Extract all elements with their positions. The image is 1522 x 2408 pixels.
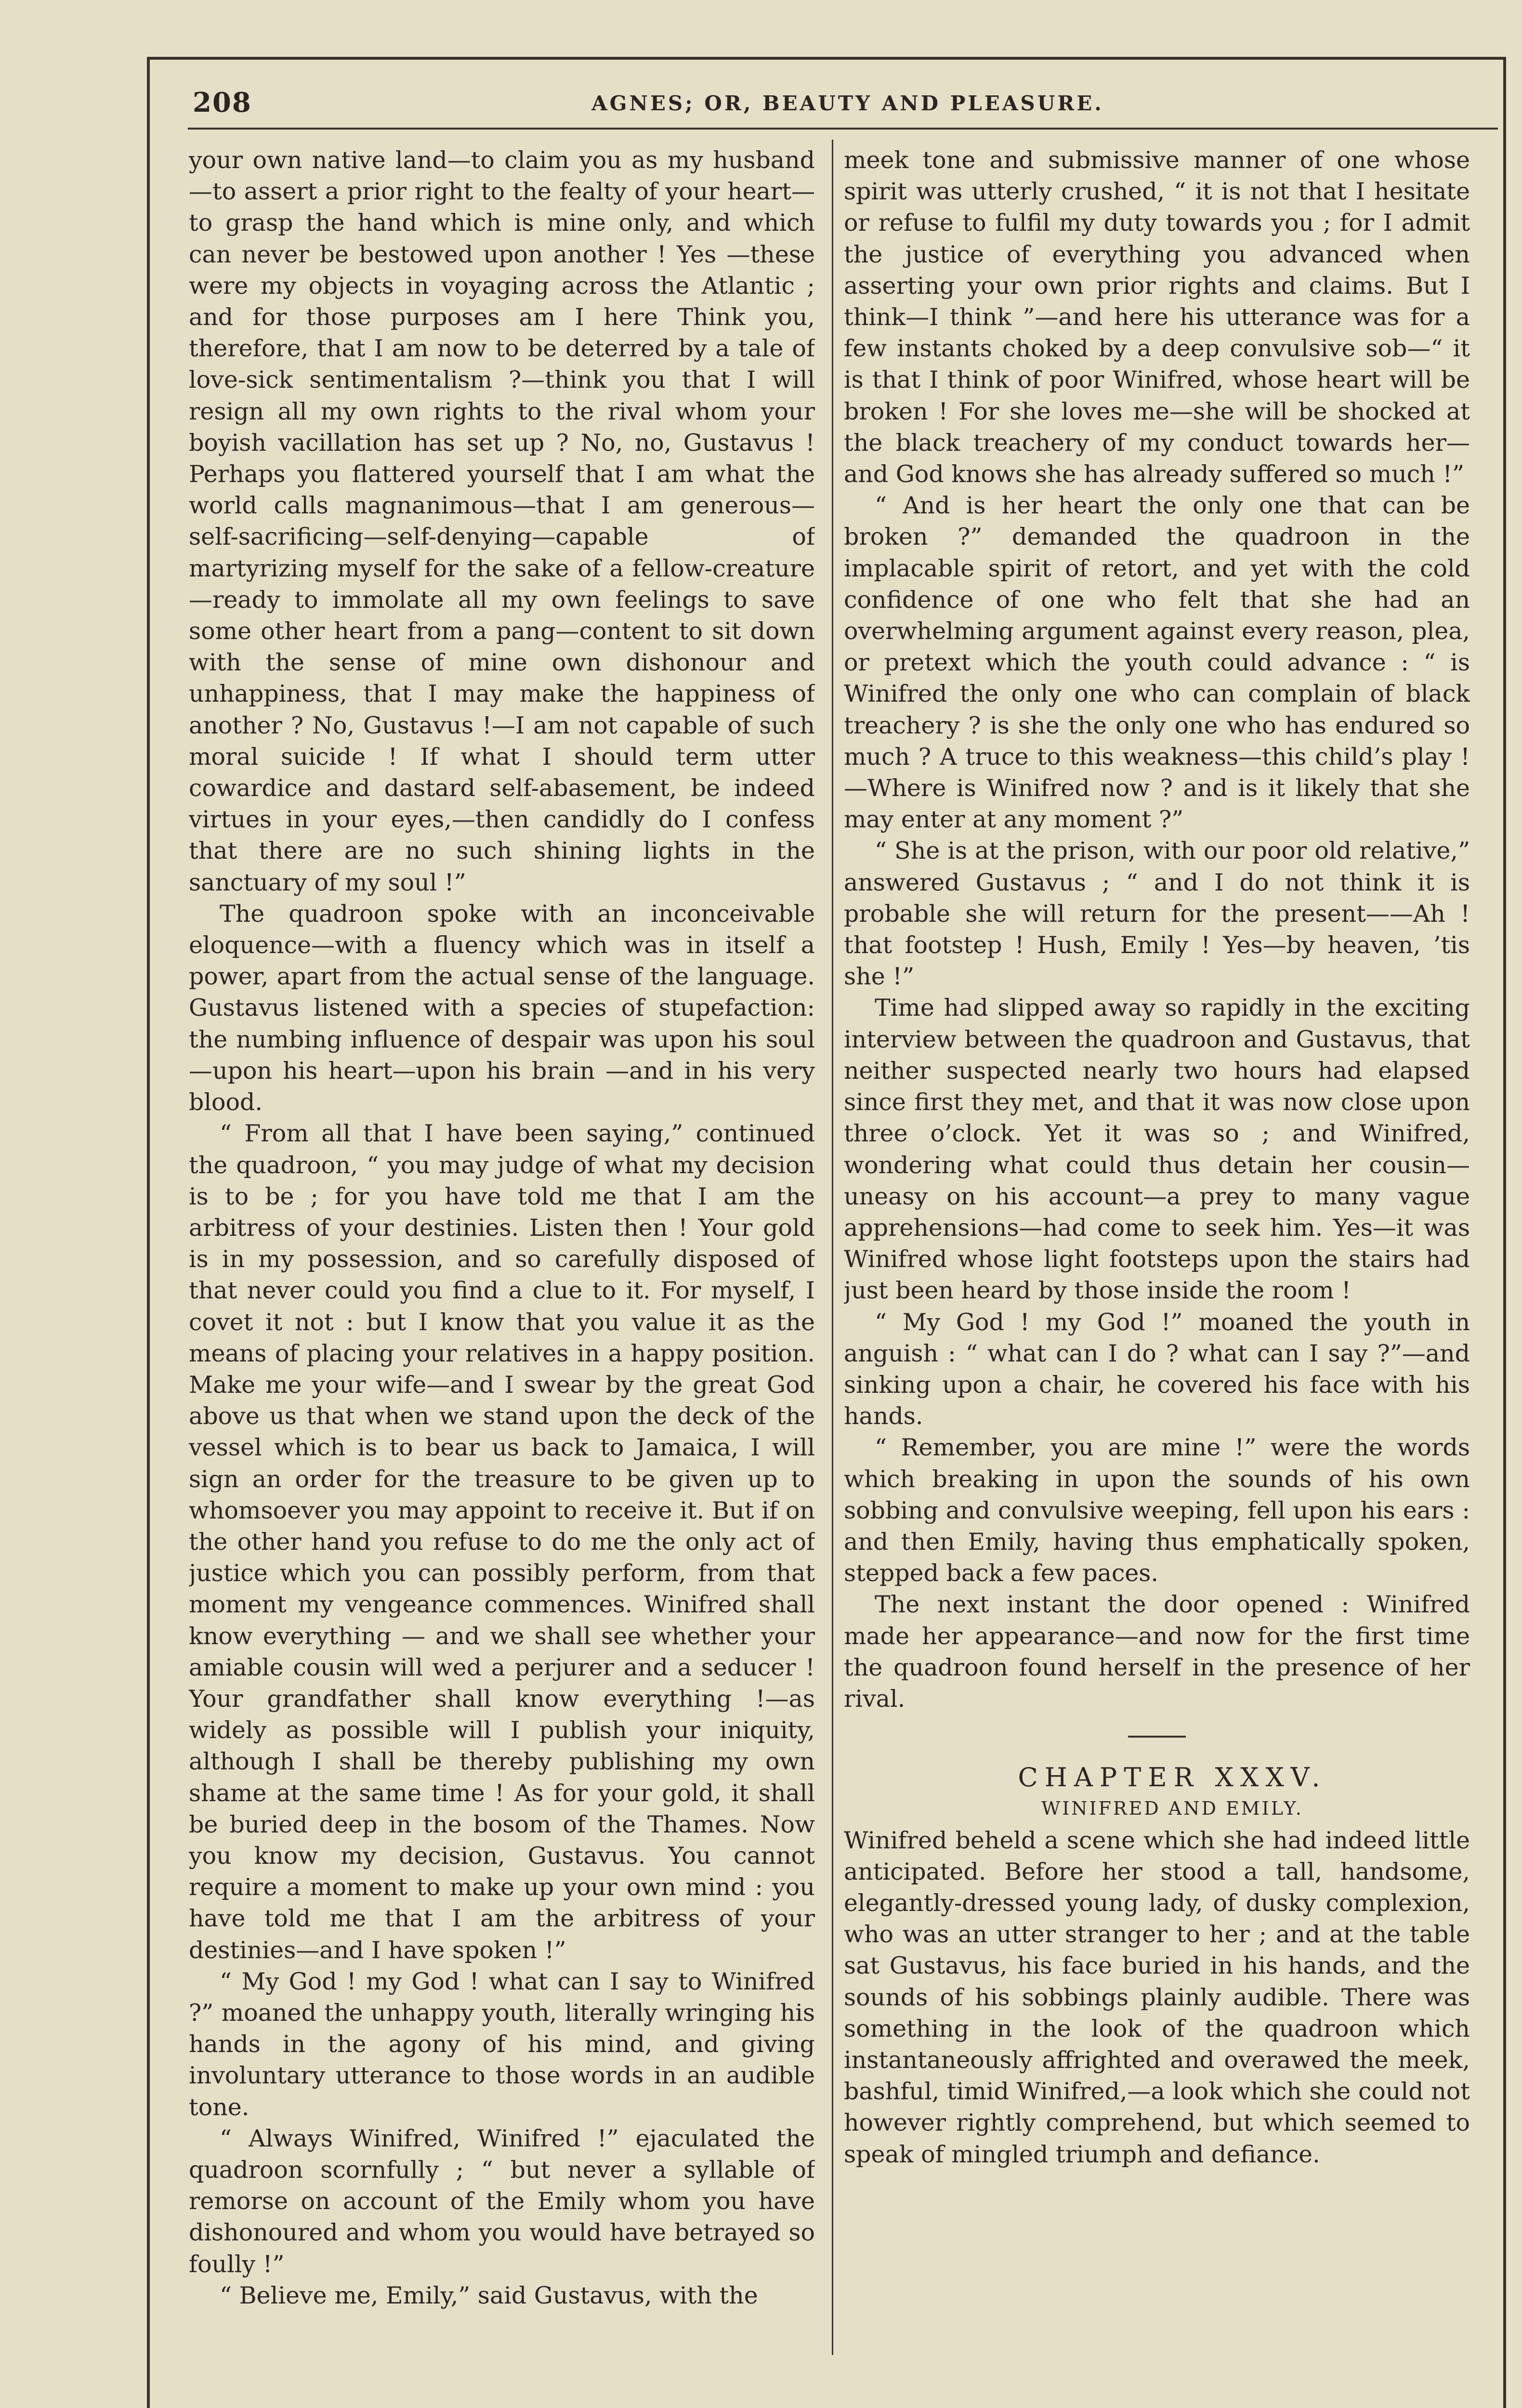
chapter-subtitle: WINIFRED AND EMILY. [1041,1798,1303,1819]
running-head: AGNES; OR, BEAUTY AND PLEASURE. [591,92,1104,115]
page-header [193,87,1503,130]
paragraph: “ From all that I have been saying,” continued the quadroon, “ you may judge of what my decision is to be ; for you have told me that I am the arbitress of your destinies. Listen then ! Your gold is in my possession, and so carefully disposed of that never could you find a clue to it. For myself, I covet it not : but I know that you value it as the means of placing your relatives in a happy position. Make me your wife—and I swear by the great God above us that when we stand upon the deck of the vessel which is to bear us back to Jamaica, I will sign an order for the treasure to be given up to whomsoever you may appoint to receive it. But if on the other hand you refuse to do me the only act of justice which you can possibly perform, from that moment my vengeance commences. Winifred shall know everything — and we shall see whether your amiable cousin will wed a perjurer and a seducer ! Your grandfather shall know everything !—as widely as possible will I publish your iniquity, although I shall be thereby publishing my own shame at the same time ! As for your gold, it shall be buried deep in the bosom of the Thames. Now you know my decision, Gustavus. You cannot require a moment to make up your own mind : you have told me that I am the arbitress of your destinies—and I have spoken !” [189,1120,815,1964]
page-number: 208 [193,87,252,118]
paragraph: Time had slipped away so rapidly in the exciting interview between the quadroon and Gustavus, that neither suspected nearly two hours had elapsed since first they met, and that it was now close upon three o’clock. Yet it was so ; and Winifred, wondering what could thus detain her cousin—uneasy on his account—a prey to many vague apprehensions—had come to seek him. Yes—it was Winifred whose light footsteps upon the stairs had just been heard by those inside the room ! [844,994,1470,1305]
right-column [844,144,1470,2379]
paragraph: “ And is her heart the only one that can be broken ?” demanded the quadroon in the implacable spirit of retort, and yet with the cold confidence of one who felt that she had an overwhelming argument against every reason, plea, or pretext which the youth could advance : “ is Winifred the only one who can complain of black treachery ? is she the only one who has endured so much ? A truce to this weakness—this child’s play !—Where is Winifred now ? and is it likely that she may enter at any moment ?” [844,492,1470,834]
paragraph: “ She is at the prison, with our poor old relative,” answered Gustavus ; “ and I do not think it is probable she will return for the present——Ah ! that footstep ! Hush, Emily ! Yes—by heaven, ’tis she !” [844,837,1470,991]
paragraph: meek tone and submissive manner of one whose spirit was utterly crushed, “ it is not that I hesitate or refuse to fulfil my duty towards you ; for I admit the justice of everything you advanced when asserting your own prior rights and claims. But I think—I think ”—and here his utterance was for a few instants choked by a deep convulsive sob—“ it is that I think of poor Winifred, whose heart will be broken ! For she loves me—she will be shocked at the black treachery of my conduct towards her—and God knows she has already suffered so much !” [844,146,1470,488]
header-rule [188,128,1498,130]
chapter-heading: CHAPTER XXXV. [1018,1762,1327,1793]
chapter-opening-paragraph: Winifred beheld a scene which she had indeed little anticipated. Before her stood a tall, handsome, elegantly-dressed young lady, of dusky complexion, who was an utter stranger to her ; and at the table sat Gustavus, his face buried in his hands, and the sounds of his sobbings plainly audible. There was something in the look of the quadroon which instantaneously affrighted and overawed the meek, bashful, timid Winifred,—a look which she could not however rightly comprehend, but which seemed to speak of mingled triumph and defiance. [844,1826,1470,2168]
left-column [189,144,815,2379]
paragraph: “ My God ! my God !” moaned the youth in anguish : “ what can I do ? what can I say ?”—and sinking upon a chair, he covered his face with his hands. [844,1308,1470,1430]
paragraph: “ My God ! my God ! what can I say to Winifred ?” moaned the unhappy youth, literally wringing his hands in the agony of his mind, and giving involuntary utterance to those words in an audible tone. [189,1967,815,2121]
paragraph: The next instant the door opened : Winifred made her appearance—and now for the first time the quadroon found herself in the presence of her rival. [844,1591,1470,1713]
paragraph: “ Remember, you are mine !” were the words which breaking in upon the sounds of his own sobbing and convulsive weeping, fell upon his ears : and then Emily, having thus emphatically spoken, stepped back a few paces. [844,1434,1470,1587]
chapter-rule [1128,1736,1186,1738]
paragraph: “ Believe me, Emily,” said Gustavus, with the [220,2281,758,2309]
column-divider [832,140,833,2355]
paragraph: “ Always Winifred, Winifred !” ejaculated the quadroon scornfully ; “ but never a syllable of remorse on account of the Emily whom you have dishonoured and whom you would have betrayed so foully !” [189,2124,815,2278]
paragraph: The quadroon spoke with an inconceivable eloquence—with a fluency which was in itself a power, apart from the actual sense of the language. Gustavus listened with a species of stupefaction: the numbing influence of despair was upon his soul—upon his heart—upon his brain —and in his very blood. [189,900,815,1116]
paragraph: your own native land—to claim you as my husband—to assert a prior right to the fealty of your heart—to grasp the hand which is mine only, and which can never be bestowed upon another ! Yes —these were my objects in voyaging across the Atlantic ; and for those purposes am I here Think you, therefore, that I am now to be deterred by a tale of love-sick sentimentalism ?—think you that I will resign all my own rights to the rival whom your boyish vacillation has set up ? No, no, Gustavus ! Perhaps you flattered yourself that I am what the world calls magnanimous—that I am generous—self-sacrificing—self-denying—capable of martyrizing myself for the sake of a fellow-creature—ready to immolate all my own feelings to save some other heart from a pang—content to sit down with the sense of mine own dishonour and unhappiness, that I may make the happiness of another ? No, Gustavus !—I am not capable of such moral suicide ! If what I should term utter cowardice and dastard self-abasement, be indeed virtues in your eyes,—then candidly do I confess that there are no such shining lights in the sanctuary of my soul !” [189,146,815,896]
